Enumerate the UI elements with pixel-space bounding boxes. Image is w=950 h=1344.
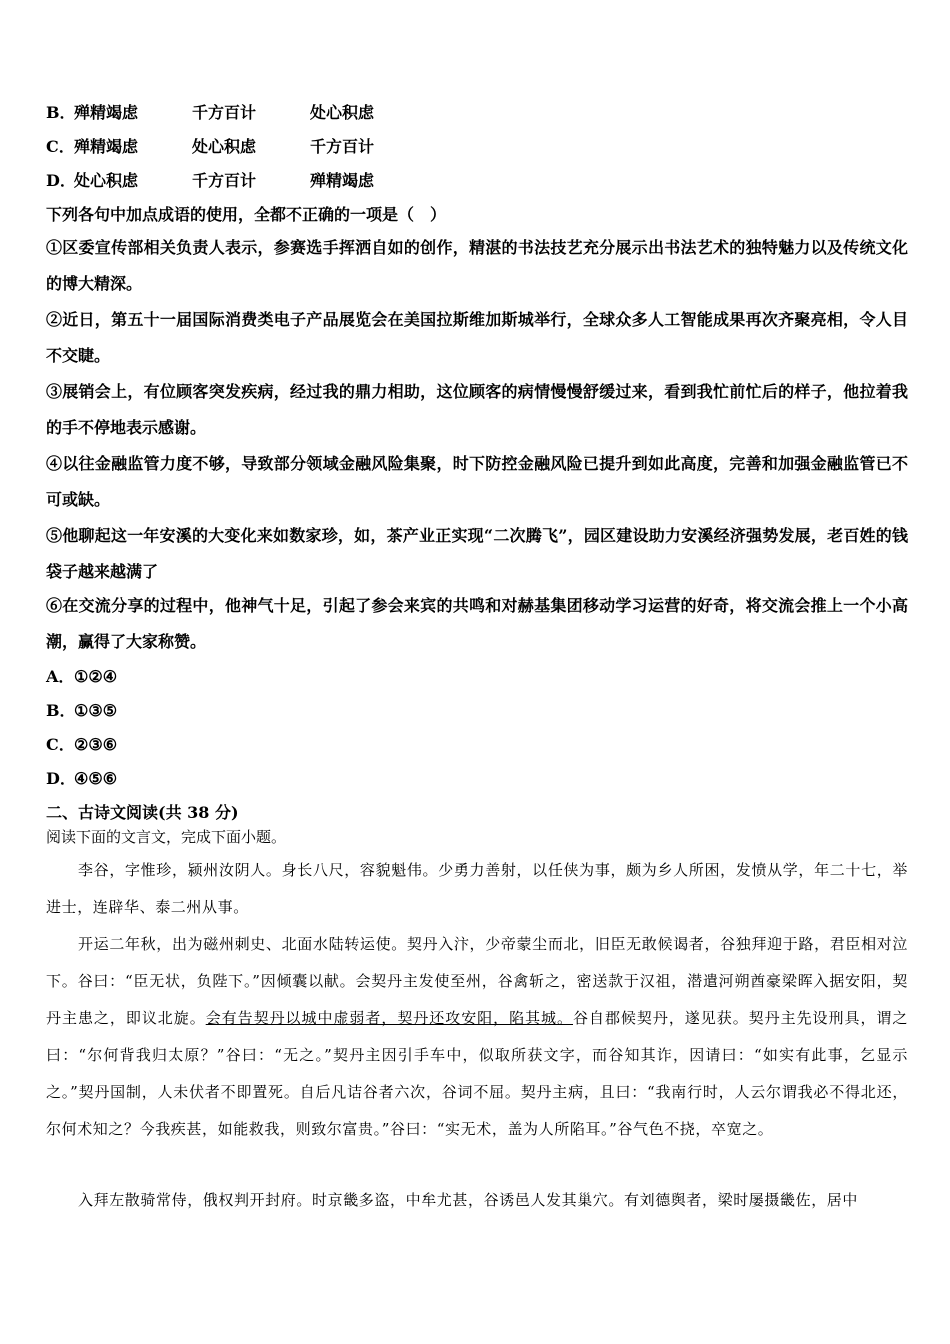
option-letter: C． (46, 137, 75, 156)
answer-b[interactable] (46, 698, 117, 721)
sentence-2: ②近日，第五十一届国际消费类电子产品展览会在美国拉斯维加斯城举行，全球众多人工智能成果再次齐聚亮相，令人目不交睫。 (46, 310, 908, 365)
option-item: 殚精竭虑 (74, 137, 139, 156)
answer-text: ①③⑤ (74, 701, 118, 720)
sentence-3: ③展销会上，有位顾客突发疾病，经过我的鼎力相助，这位顾客的病情慢慢舒缓过来，看到我忙前忙后的样子，他拉着我的手不停地表示感谢。 (46, 382, 908, 437)
paragraph-text: 谷自郡候契丹，遂见获。契丹主先设刑具，谓之曰：“尔何背我归太原？”谷曰：“无之。”契丹主因引手车中，似取所获文字，而谷知其诈，因请曰：“如实有此事，乞显示之。”契丹国制，人未伏者不即置死。自后凡诘谷者六次，谷词不屈。契丹主病，且曰：“我南行时，人云尔谓我必不得北还，尔何术知之？今我疾甚，如能救我，则致尔富贵。”谷曰：“实无术，盖为人所陷耳。”谷气色不挠，卒宽之。 (46, 1009, 908, 1138)
option-item: 殚精竭虑 (74, 103, 139, 122)
classical-paragraph-1: 李谷，字惟珍，颍州汝阴人。身长八尺，容貌魁伟。少勇力善射，以任侠为事，颇为乡人所困，发愤从学，年二十七，举进士，连辟华、泰二州从事。 (46, 861, 908, 916)
section-instruction: 阅读下面的文言文，完成下面小题。 (46, 828, 287, 846)
answer-letter: C． (46, 735, 75, 754)
question-stem: 下列各句中加点成语的使用，全都不正确的一项是（ ） (46, 205, 447, 224)
answer-letter: D． (46, 769, 76, 788)
answer-d[interactable] (46, 766, 117, 789)
underlined-sentence: 会有告契丹以城中虚弱者，契丹还攻安阳，陷其城。 (205, 1009, 573, 1027)
answer-a[interactable] (46, 664, 117, 687)
option-item: 处心积虑 (310, 103, 375, 122)
answer-letter: A． (46, 667, 75, 686)
option-item: 殚精竭虑 (310, 171, 375, 190)
option-item: 千方百计 (310, 137, 375, 156)
option-item: 处心积虑 (74, 171, 139, 190)
answer-text: ①②④ (74, 667, 118, 686)
option-item: 处心积虑 (192, 137, 257, 156)
sentence-4: ④以往金融监管力度不够，导致部分领域金融风险集聚，时下防控金融风险已提升到如此高度，完善和加强金融监管已不可或缺。 (46, 454, 908, 509)
answer-text: ④⑤⑥ (74, 769, 118, 788)
prev-option-b[interactable] (46, 100, 428, 123)
option-item: 千方百计 (192, 171, 257, 190)
paragraph-text: 开运二年秋，出为磁州刺史、北面水陆转运使。契丹入汴，少帝蒙尘而北，旧臣无敢候谒者，谷独拜迎于路，君臣相对泣下。谷曰：“臣无状，负陛下。”因倾囊以献。会契丹主发使至州，谷禽斩之，密送款于汉祖，潜遣河朔酋豪梁晖入据安阳，契丹主患之，即议北旋。 (46, 935, 908, 1027)
section-heading: 二、古诗文阅读(共 38 分) (46, 803, 239, 822)
option-letter: D． (46, 171, 76, 190)
sentence-1: ①区委宣传部相关负责人表示，参赛选手挥洒自如的创作，精湛的书法技艺充分展示出书法艺术的独特魅力以及传统文化的博大精深。 (46, 238, 908, 293)
option-item: 千方百计 (192, 103, 257, 122)
classical-paragraph-2 (46, 926, 908, 1148)
answer-text: ②③⑥ (74, 735, 118, 754)
sentence-6: ⑥在交流分享的过程中，他神气十足，引起了参会来宾的共鸣和对赫基集团移动学习运营的好奇，将交流会推上一个小高潮，赢得了大家称赞。 (46, 596, 908, 651)
option-letter: B． (46, 103, 76, 122)
sentence-5: ⑤他聊起这一年安溪的大变化来如数家珍，如，茶产业正实现“二次腾飞”，园区建设助力安溪经济强势发展，老百姓的钱袋子越来越满了 (46, 526, 908, 581)
prev-option-c[interactable] (46, 134, 428, 157)
prev-option-d[interactable] (46, 168, 428, 191)
answer-letter: B． (46, 701, 76, 720)
answer-c[interactable] (46, 732, 117, 755)
classical-paragraph-3: 入拜左散骑常侍，俄权判开封府。时京畿多盗，中牟尤甚，谷诱邑人发其巢穴。有刘德舆者，梁时屡摄畿佐，居中 (78, 1191, 859, 1209)
